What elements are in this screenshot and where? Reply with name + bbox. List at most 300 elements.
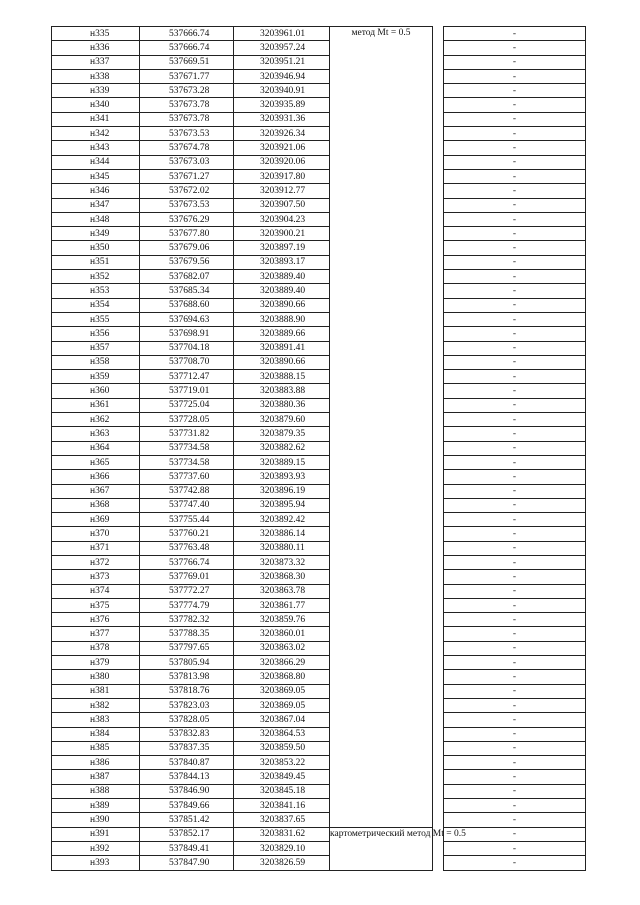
spacer-cell [433, 398, 444, 412]
table-row [52, 398, 586, 412]
y-coordinate-cell: 3203935.89 [234, 98, 330, 112]
point-id-cell: н338 [52, 69, 140, 83]
x-coordinate-cell: 537708.70 [140, 355, 234, 369]
table-row [52, 241, 586, 255]
x-coordinate-cell: 537823.03 [140, 698, 234, 712]
spacer-cell [433, 155, 444, 169]
y-coordinate-cell: 3203868.30 [234, 570, 330, 584]
point-id-cell: н371 [52, 541, 140, 555]
accuracy-cell: - [444, 613, 586, 627]
y-coordinate-cell: 3203886.14 [234, 527, 330, 541]
table-row [52, 112, 586, 126]
table-row [52, 598, 586, 612]
spacer-cell [433, 184, 444, 198]
point-id-cell: н387 [52, 770, 140, 784]
table-row [52, 84, 586, 98]
y-coordinate-cell: 3203873.32 [234, 555, 330, 569]
coordinate-sheet [51, 26, 582, 870]
table-row [52, 69, 586, 83]
spacer-cell [433, 641, 444, 655]
y-coordinate-cell: 3203931.36 [234, 112, 330, 126]
point-id-cell: н377 [52, 627, 140, 641]
y-coordinate-cell: 3203869.05 [234, 698, 330, 712]
point-id-cell: н339 [52, 84, 140, 98]
y-coordinate-cell: 3203860.01 [234, 627, 330, 641]
accuracy-cell: - [444, 513, 586, 527]
spacer-cell [433, 27, 444, 41]
point-id-cell: н383 [52, 713, 140, 727]
point-id-cell: н347 [52, 198, 140, 212]
y-coordinate-cell: 3203889.15 [234, 455, 330, 469]
y-coordinate-cell: 3203946.94 [234, 69, 330, 83]
table-row [52, 784, 586, 798]
point-id-cell: н348 [52, 212, 140, 226]
y-coordinate-cell: 3203826.59 [234, 856, 330, 870]
table-row [52, 169, 586, 183]
spacer-cell [433, 212, 444, 226]
accuracy-cell: - [444, 427, 586, 441]
point-id-cell: н354 [52, 298, 140, 312]
y-coordinate-cell: 3203889.66 [234, 327, 330, 341]
accuracy-cell: - [444, 298, 586, 312]
accuracy-cell: - [444, 527, 586, 541]
table-row [52, 427, 586, 441]
accuracy-cell: - [444, 198, 586, 212]
table-row [52, 684, 586, 698]
accuracy-cell: - [444, 656, 586, 670]
y-coordinate-cell: 3203904.23 [234, 212, 330, 226]
x-coordinate-cell: 537805.94 [140, 656, 234, 670]
table-row [52, 741, 586, 755]
accuracy-cell: - [444, 455, 586, 469]
table-row [52, 799, 586, 813]
x-coordinate-cell: 537797.65 [140, 641, 234, 655]
point-id-cell: н385 [52, 741, 140, 755]
y-coordinate-cell: 3203892.42 [234, 513, 330, 527]
y-coordinate-cell: 3203869.05 [234, 684, 330, 698]
y-coordinate-cell: 3203845.18 [234, 784, 330, 798]
x-coordinate-cell: 537774.79 [140, 598, 234, 612]
y-coordinate-cell: 3203921.06 [234, 141, 330, 155]
accuracy-cell: - [444, 127, 586, 141]
spacer-cell [433, 756, 444, 770]
spacer-cell [433, 141, 444, 155]
point-id-cell: н343 [52, 141, 140, 155]
accuracy-cell: - [444, 84, 586, 98]
x-coordinate-cell: 537682.07 [140, 270, 234, 284]
accuracy-cell: - [444, 784, 586, 798]
table-row [52, 341, 586, 355]
accuracy-cell: - [444, 741, 586, 755]
point-id-cell: н368 [52, 498, 140, 512]
spacer-cell [433, 698, 444, 712]
y-coordinate-cell: 3203879.60 [234, 413, 330, 427]
y-coordinate-cell: 3203849.45 [234, 770, 330, 784]
accuracy-cell: - [444, 212, 586, 226]
x-coordinate-cell: 537666.74 [140, 41, 234, 55]
y-coordinate-cell: 3203917.80 [234, 169, 330, 183]
spacer-cell [433, 370, 444, 384]
point-id-cell: н373 [52, 570, 140, 584]
accuracy-cell: - [444, 727, 586, 741]
x-coordinate-cell: 537849.66 [140, 799, 234, 813]
table-row [52, 370, 586, 384]
spacer-cell [433, 55, 444, 69]
y-coordinate-cell: 3203829.10 [234, 841, 330, 855]
accuracy-cell: - [444, 270, 586, 284]
point-id-cell: н391 [52, 827, 140, 841]
x-coordinate-cell: 537755.44 [140, 513, 234, 527]
accuracy-cell: - [444, 698, 586, 712]
spacer-cell [433, 312, 444, 326]
accuracy-cell: - [444, 670, 586, 684]
y-coordinate-cell: 3203951.21 [234, 55, 330, 69]
x-coordinate-cell: 537685.34 [140, 284, 234, 298]
x-coordinate-cell: 537672.02 [140, 184, 234, 198]
y-coordinate-cell: 3203867.04 [234, 713, 330, 727]
table-row [52, 455, 586, 469]
y-coordinate-cell: 3203900.21 [234, 227, 330, 241]
spacer-cell [433, 570, 444, 584]
table-row [52, 155, 586, 169]
table-row [52, 584, 586, 598]
spacer-cell [433, 813, 444, 827]
table-row [52, 255, 586, 269]
spacer-cell [433, 98, 444, 112]
spacer-cell [433, 127, 444, 141]
spacer-cell [433, 727, 444, 741]
spacer-cell [433, 41, 444, 55]
spacer-cell [433, 284, 444, 298]
y-coordinate-cell: 3203841.16 [234, 799, 330, 813]
table-row [52, 284, 586, 298]
x-coordinate-cell: 537849.41 [140, 841, 234, 855]
accuracy-cell: - [444, 55, 586, 69]
x-coordinate-cell: 537669.51 [140, 55, 234, 69]
y-coordinate-cell: 3203859.50 [234, 741, 330, 755]
accuracy-cell: - [444, 555, 586, 569]
spacer-cell [433, 784, 444, 798]
y-coordinate-cell: 3203920.06 [234, 155, 330, 169]
x-coordinate-cell: 537840.87 [140, 756, 234, 770]
y-coordinate-cell: 3203853.22 [234, 756, 330, 770]
accuracy-cell: - [444, 284, 586, 298]
x-coordinate-cell: 537734.58 [140, 455, 234, 469]
y-coordinate-cell: 3203837.65 [234, 813, 330, 827]
x-coordinate-cell: 537760.21 [140, 527, 234, 541]
accuracy-cell: - [444, 498, 586, 512]
point-id-cell: н362 [52, 413, 140, 427]
spacer-cell [433, 541, 444, 555]
x-coordinate-cell: 537851.42 [140, 813, 234, 827]
table-row [52, 527, 586, 541]
accuracy-cell: - [444, 441, 586, 455]
point-id-cell: н367 [52, 484, 140, 498]
point-id-cell: н380 [52, 670, 140, 684]
x-coordinate-cell: 537673.03 [140, 155, 234, 169]
spacer-cell [433, 384, 444, 398]
accuracy-cell: - [444, 312, 586, 326]
x-coordinate-cell: 537747.40 [140, 498, 234, 512]
spacer-cell [433, 513, 444, 527]
table-row [52, 312, 586, 326]
x-coordinate-cell: 537742.88 [140, 484, 234, 498]
y-coordinate-cell: 3203893.93 [234, 470, 330, 484]
point-id-cell: н359 [52, 370, 140, 384]
point-id-cell: н364 [52, 441, 140, 455]
point-id-cell: н390 [52, 813, 140, 827]
x-coordinate-cell: 537673.53 [140, 127, 234, 141]
y-coordinate-cell: 3203891.41 [234, 341, 330, 355]
x-coordinate-cell: 537671.77 [140, 69, 234, 83]
spacer-cell [433, 584, 444, 598]
x-coordinate-cell: 537847.90 [140, 856, 234, 870]
spacer-cell [433, 498, 444, 512]
x-coordinate-cell: 537844.13 [140, 770, 234, 784]
accuracy-cell: - [444, 241, 586, 255]
spacer-cell [433, 355, 444, 369]
spacer-cell [433, 656, 444, 670]
table-row [52, 555, 586, 569]
spacer-cell [433, 270, 444, 284]
point-id-cell: н353 [52, 284, 140, 298]
table-row [52, 513, 586, 527]
point-id-cell: н356 [52, 327, 140, 341]
spacer-cell [433, 341, 444, 355]
x-coordinate-cell: 537698.91 [140, 327, 234, 341]
point-id-cell: н341 [52, 112, 140, 126]
x-coordinate-cell: 537688.60 [140, 298, 234, 312]
y-coordinate-cell: 3203879.35 [234, 427, 330, 441]
y-coordinate-cell: 3203896.19 [234, 484, 330, 498]
point-id-cell: н357 [52, 341, 140, 355]
x-coordinate-cell: 537837.35 [140, 741, 234, 755]
y-coordinate-cell: 3203957.24 [234, 41, 330, 55]
table-row [52, 484, 586, 498]
accuracy-cell: - [444, 384, 586, 398]
table-row [52, 470, 586, 484]
table-row [52, 270, 586, 284]
accuracy-cell: - [444, 570, 586, 584]
y-coordinate-cell: 3203866.29 [234, 656, 330, 670]
y-coordinate-cell: 3203907.50 [234, 198, 330, 212]
accuracy-cell: - [444, 470, 586, 484]
x-coordinate-cell: 537832.83 [140, 727, 234, 741]
accuracy-cell: - [444, 813, 586, 827]
x-coordinate-cell: 537763.48 [140, 541, 234, 555]
y-coordinate-cell: 3203859.76 [234, 613, 330, 627]
table-row [52, 141, 586, 155]
y-coordinate-cell: 3203926.34 [234, 127, 330, 141]
table-row [52, 441, 586, 455]
point-id-cell: н384 [52, 727, 140, 741]
x-coordinate-cell: 537852.17 [140, 827, 234, 841]
point-id-cell: н346 [52, 184, 140, 198]
x-coordinate-cell: 537679.06 [140, 241, 234, 255]
accuracy-cell: - [444, 827, 586, 841]
x-coordinate-cell: 537673.78 [140, 98, 234, 112]
table-row [52, 327, 586, 341]
accuracy-cell: - [444, 184, 586, 198]
y-coordinate-cell: 3203883.88 [234, 384, 330, 398]
accuracy-cell: - [444, 398, 586, 412]
table-row [52, 698, 586, 712]
spacer-cell [433, 69, 444, 83]
spacer-cell [433, 527, 444, 541]
accuracy-cell: - [444, 112, 586, 126]
accuracy-cell: - [444, 756, 586, 770]
x-coordinate-cell: 537674.78 [140, 141, 234, 155]
accuracy-cell: - [444, 713, 586, 727]
y-coordinate-cell: 3203895.94 [234, 498, 330, 512]
y-coordinate-cell: 3203863.78 [234, 584, 330, 598]
point-id-cell: н336 [52, 41, 140, 55]
accuracy-cell: - [444, 255, 586, 269]
table-row [52, 613, 586, 627]
accuracy-cell: - [444, 327, 586, 341]
spacer-cell [433, 227, 444, 241]
spacer-cell [433, 713, 444, 727]
point-id-cell: н350 [52, 241, 140, 255]
point-id-cell: н352 [52, 270, 140, 284]
spacer-cell [433, 413, 444, 427]
point-id-cell: н392 [52, 841, 140, 855]
y-coordinate-cell: 3203893.17 [234, 255, 330, 269]
point-id-cell: н388 [52, 784, 140, 798]
y-coordinate-cell: 3203961.01 [234, 27, 330, 41]
table-row [52, 713, 586, 727]
accuracy-cell: - [444, 341, 586, 355]
point-id-cell: н361 [52, 398, 140, 412]
accuracy-cell: - [444, 598, 586, 612]
table-row [52, 856, 586, 870]
y-coordinate-cell: 3203864.53 [234, 727, 330, 741]
spacer-cell [433, 84, 444, 98]
accuracy-cell: - [444, 413, 586, 427]
point-id-cell: н365 [52, 455, 140, 469]
x-coordinate-cell: 537818.76 [140, 684, 234, 698]
table-row [52, 198, 586, 212]
point-id-cell: н349 [52, 227, 140, 241]
x-coordinate-cell: 537828.05 [140, 713, 234, 727]
spacer-cell [433, 856, 444, 870]
accuracy-cell: - [444, 541, 586, 555]
point-id-cell: н358 [52, 355, 140, 369]
table-row [52, 627, 586, 641]
accuracy-cell: - [444, 355, 586, 369]
table-row [52, 41, 586, 55]
table-row [52, 55, 586, 69]
table-row [52, 355, 586, 369]
accuracy-cell: - [444, 98, 586, 112]
table-row [52, 98, 586, 112]
spacer-cell [433, 441, 444, 455]
point-id-cell: н379 [52, 656, 140, 670]
x-coordinate-cell: 537676.29 [140, 212, 234, 226]
y-coordinate-cell: 3203940.91 [234, 84, 330, 98]
accuracy-cell: - [444, 141, 586, 155]
table-row [52, 212, 586, 226]
x-coordinate-cell: 537673.28 [140, 84, 234, 98]
point-id-cell: н370 [52, 527, 140, 541]
x-coordinate-cell: 537666.74 [140, 27, 234, 41]
y-coordinate-cell: 3203868.80 [234, 670, 330, 684]
point-id-cell: н389 [52, 799, 140, 813]
accuracy-cell: - [444, 799, 586, 813]
spacer-cell [433, 841, 444, 855]
table-row [52, 670, 586, 684]
table-row [52, 727, 586, 741]
accuracy-cell: - [444, 627, 586, 641]
x-coordinate-cell: 537671.27 [140, 169, 234, 183]
spacer-cell [433, 169, 444, 183]
table-row [52, 770, 586, 784]
x-coordinate-cell: 537788.35 [140, 627, 234, 641]
point-id-cell: н382 [52, 698, 140, 712]
y-coordinate-cell: 3203890.66 [234, 298, 330, 312]
point-id-cell: н344 [52, 155, 140, 169]
spacer-cell [433, 298, 444, 312]
x-coordinate-cell: 537846.90 [140, 784, 234, 798]
accuracy-cell: - [444, 856, 586, 870]
point-id-cell: н345 [52, 169, 140, 183]
spacer-cell [433, 327, 444, 341]
y-coordinate-cell: 3203897.19 [234, 241, 330, 255]
spacer-cell [433, 627, 444, 641]
x-coordinate-cell: 537731.82 [140, 427, 234, 441]
x-coordinate-cell: 537719.01 [140, 384, 234, 398]
spacer-cell [433, 198, 444, 212]
y-coordinate-cell: 3203889.40 [234, 270, 330, 284]
accuracy-cell: - [444, 684, 586, 698]
y-coordinate-cell: 3203888.90 [234, 312, 330, 326]
point-id-cell: н337 [52, 55, 140, 69]
method-cell-top: метод Mt = 0.5 [330, 27, 433, 828]
accuracy-cell: - [444, 641, 586, 655]
spacer-cell [433, 112, 444, 126]
table-row [52, 841, 586, 855]
x-coordinate-cell: 537734.58 [140, 441, 234, 455]
accuracy-cell: - [444, 370, 586, 384]
x-coordinate-cell: 537704.18 [140, 341, 234, 355]
x-coordinate-cell: 537679.56 [140, 255, 234, 269]
x-coordinate-cell: 537769.01 [140, 570, 234, 584]
y-coordinate-cell: 3203912.77 [234, 184, 330, 198]
table-row [52, 413, 586, 427]
point-id-cell: н355 [52, 312, 140, 326]
y-coordinate-cell: 3203890.66 [234, 355, 330, 369]
accuracy-cell: - [444, 27, 586, 41]
point-id-cell: н386 [52, 756, 140, 770]
x-coordinate-cell: 537677.80 [140, 227, 234, 241]
point-id-cell: н335 [52, 27, 140, 41]
point-id-cell: н369 [52, 513, 140, 527]
table-row [52, 498, 586, 512]
spacer-cell [433, 455, 444, 469]
y-coordinate-cell: 3203882.62 [234, 441, 330, 455]
table-row [52, 641, 586, 655]
spacer-cell [433, 241, 444, 255]
point-id-cell: н340 [52, 98, 140, 112]
coordinates-table-body [52, 27, 586, 871]
spacer-cell [433, 470, 444, 484]
point-id-cell: н351 [52, 255, 140, 269]
y-coordinate-cell: 3203863.02 [234, 641, 330, 655]
method-cell-bottom: картометрический метод Mt = 0.5 [330, 827, 433, 870]
x-coordinate-cell: 537813.98 [140, 670, 234, 684]
x-coordinate-cell: 537694.63 [140, 312, 234, 326]
y-coordinate-cell: 3203888.15 [234, 370, 330, 384]
